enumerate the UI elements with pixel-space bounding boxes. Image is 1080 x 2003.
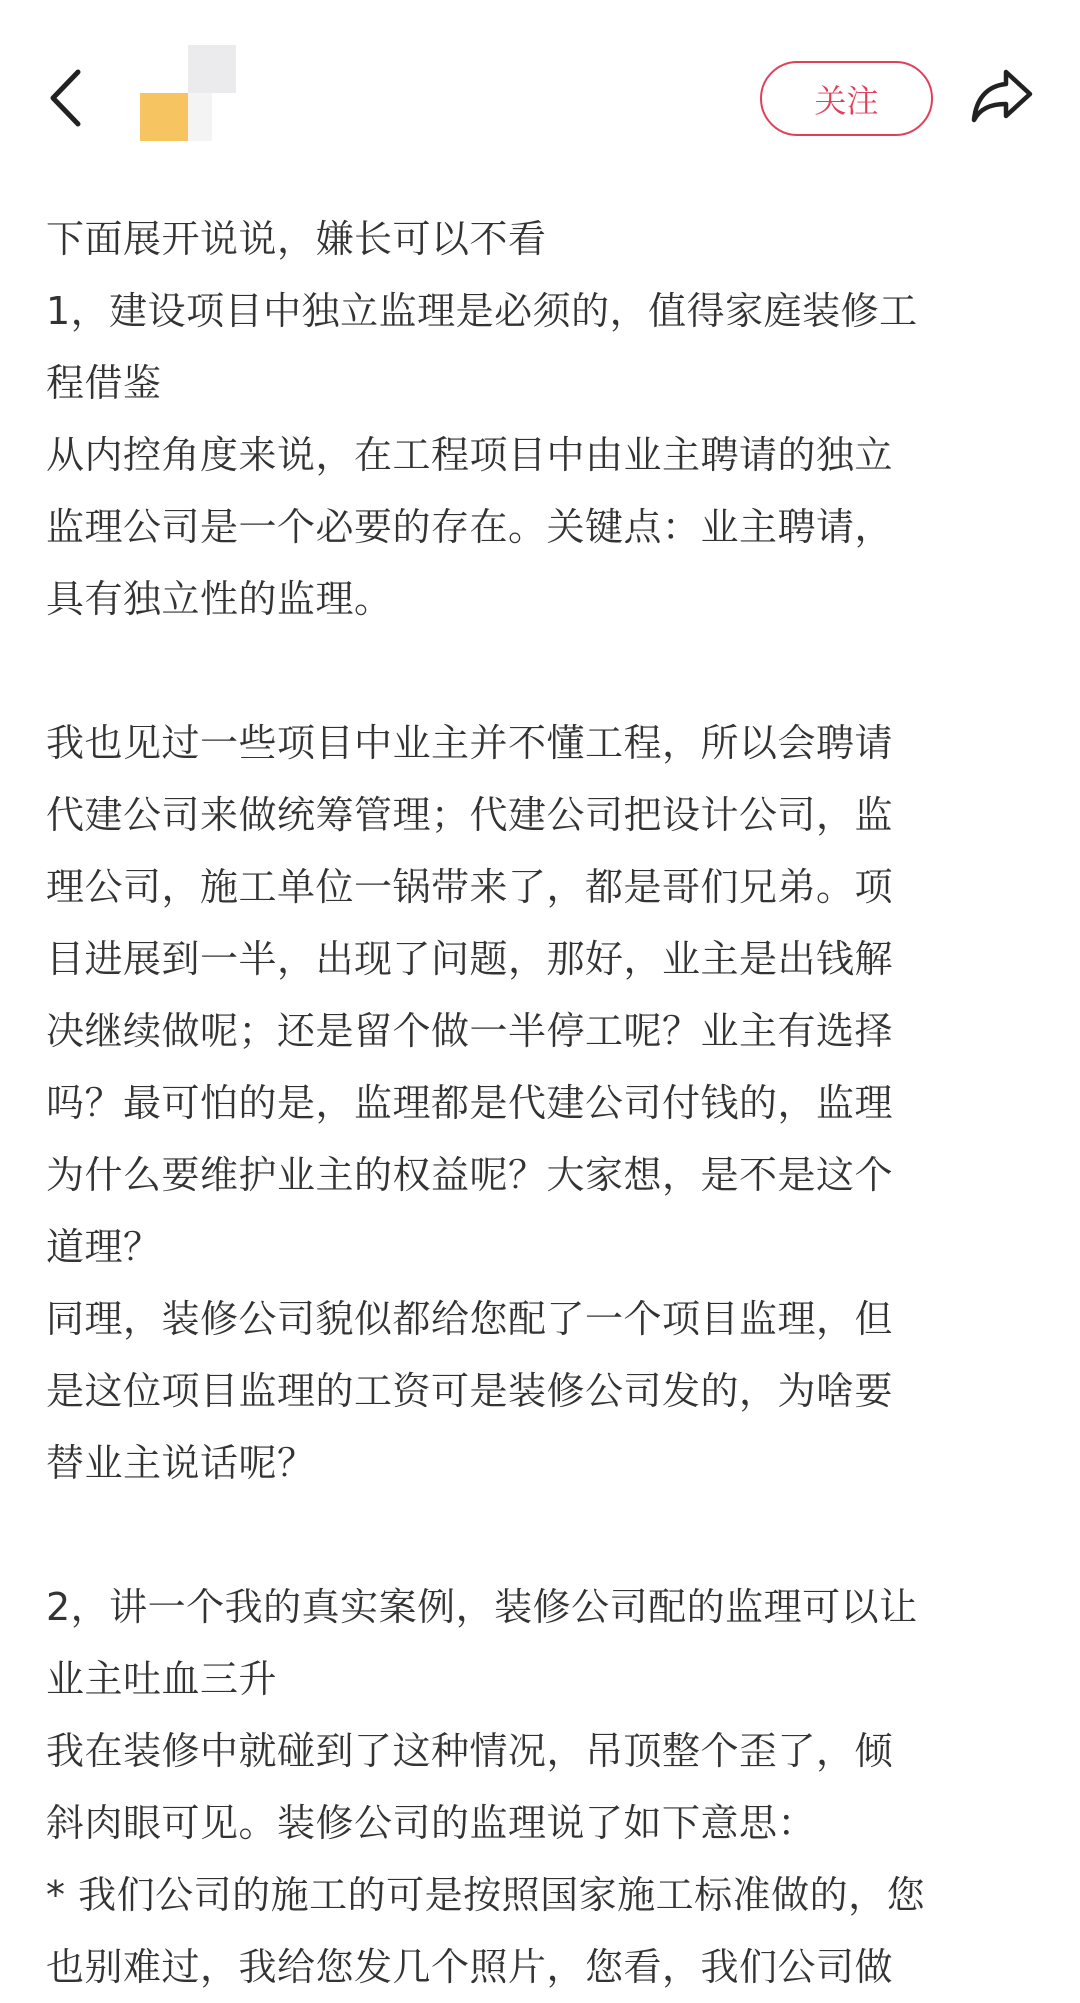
article-line: 程借鉴 (46, 361, 162, 405)
article-blank-line (46, 1499, 1046, 1571)
article-line: 吗？最可怕的是，监理都是代建公司付钱的，监理 (46, 1081, 894, 1125)
avatar-block-gray (188, 45, 236, 93)
article-line: 代建公司来做统筹管理；代建公司把设计公司，监 (46, 793, 894, 837)
article-line: 为什么要维护业主的权益呢？大家想，是不是这个 (46, 1153, 894, 1197)
article-line: 我在装修中就碰到了这种情况，吊顶整个歪了，倾 (46, 1729, 894, 1773)
article-line: * 我们公司的施工的可是按照国家施工标准做的，您 (46, 1873, 926, 1917)
article-line: 1，建设项目中独立监理是必须的，值得家庭装修工 (46, 289, 918, 333)
article-line: 道理？ (46, 1225, 162, 1269)
article-line: 斜肉眼可见。装修公司的监理说了如下意思： (46, 1801, 817, 1845)
article-line: 替业主说话呢？ (46, 1441, 316, 1485)
article-line: 是这位项目监理的工资可是装修公司发的，为啥要 (46, 1369, 894, 1413)
article-line: 具有独立性的监理。 (46, 577, 393, 621)
top-navigation-bar (0, 0, 1080, 190)
article-line: 监理公司是一个必要的存在。关键点：业主聘请， (46, 505, 894, 549)
article-blank-line (46, 635, 1046, 707)
article-line: 2，讲一个我的真实案例，装修公司配的监理可以让 (46, 1585, 918, 1629)
article-line: 理公司，施工单位一锅带来了，都是哥们兄弟。项 (46, 865, 894, 909)
article-line: 我也见过一些项目中业主并不懂工程，所以会聘请 (46, 721, 894, 765)
avatar-block-light (188, 93, 212, 141)
article-line: 业主吐血三升 (46, 1657, 278, 1701)
avatar[interactable] (140, 45, 236, 141)
article-line: 同理，装修公司貌似都给您配了一个项目监理，但 (46, 1297, 894, 1341)
article-line: 目进展到一半，出现了问题，那好，业主是出钱解 (46, 937, 894, 981)
article-line: 从内控角度来说，在工程项目中由业主聘请的独立 (46, 433, 894, 477)
avatar-block-yellow (140, 93, 188, 141)
article-line: 决继续做呢；还是留个做一半停工呢？业主有选择 (46, 1009, 894, 1053)
article-body (46, 203, 1046, 2003)
chevron-left-icon (48, 68, 82, 128)
follow-button[interactable]: 关注 (760, 61, 933, 136)
article-line: 也别难过，我给您发几个照片，您看，我们公司做 (46, 1945, 894, 1989)
share-button[interactable] (970, 64, 1034, 128)
article-line: 下面展开说说，嫌长可以不看 (46, 217, 547, 261)
back-button[interactable] (40, 62, 90, 134)
share-arrow-icon (970, 64, 1034, 128)
